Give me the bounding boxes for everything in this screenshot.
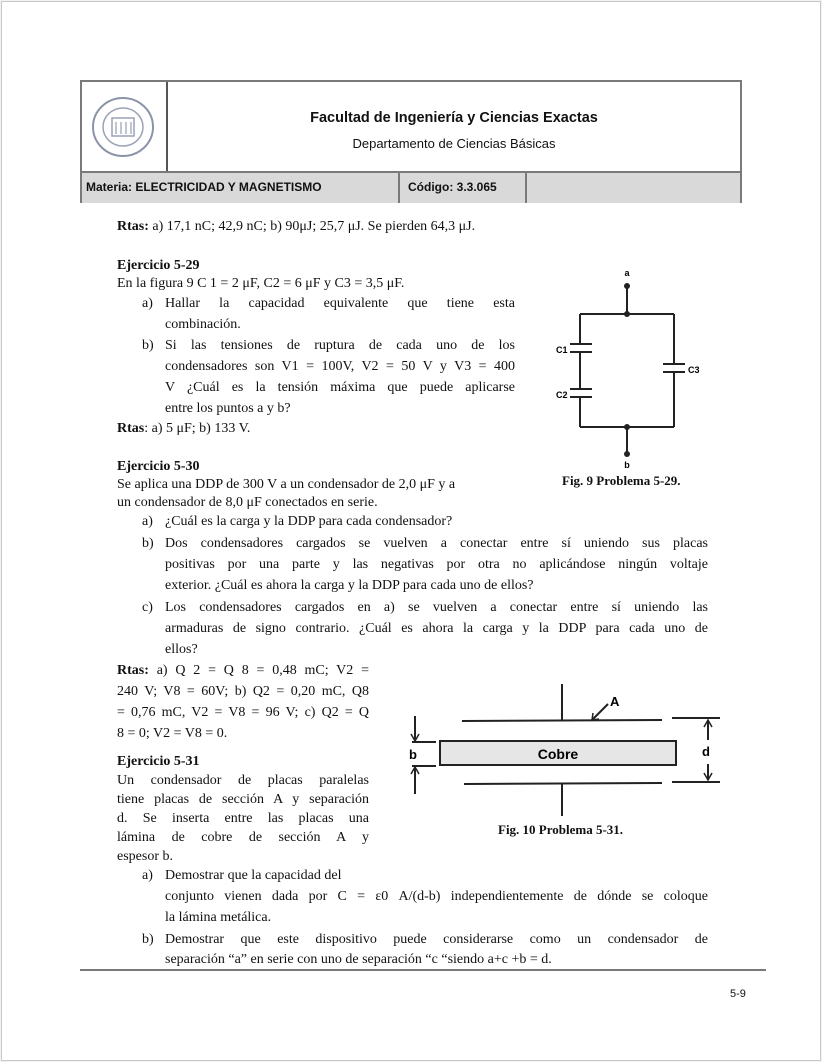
exercise-30-item-b-line: exterior. ¿Cuál es ahora la carga y la DDP para cada uno de ellos? bbox=[165, 578, 534, 593]
title-cell bbox=[168, 82, 740, 171]
exercise-30-item-b-letter: b) bbox=[142, 536, 154, 551]
exercise-30-item-a-letter: a) bbox=[142, 514, 153, 529]
faculty-name: Facultad de Ingeniería y Ciencias Exactas bbox=[310, 110, 598, 126]
exercise-30-title: Ejercicio 5-30 bbox=[117, 459, 200, 474]
exercise-31-intro-line: d. Se inserta entre las placas una bbox=[117, 811, 369, 826]
figure-10-caption: Fig. 10 Problema 5-31. bbox=[498, 822, 624, 837]
document-page bbox=[1, 1, 821, 1061]
figure-10-capacitor-diagram bbox=[400, 684, 730, 816]
exercise-30-intro-line: Se aplica una DDP de 300 V a un condensador de 2,0 μF y a bbox=[117, 477, 456, 492]
exercise-29-intro: En la figura 9 C 1 = 2 μF, C2 = 6 μF y C3 = 3,5 μF. bbox=[117, 276, 405, 291]
exercise-31-intro-line: tiene placas de sección A y separación bbox=[117, 792, 369, 807]
exercise-30-item-a-line: ¿Cuál es la carga y la DDP para cada condensador? bbox=[165, 514, 453, 529]
exercise-31-item-b-line: separación “a” en serie con uno de separación “c “siendo a+c +b = d. bbox=[165, 952, 552, 967]
capacitor-c3-label: C3 bbox=[688, 365, 700, 375]
footer-divider bbox=[80, 969, 766, 971]
university-seal-icon bbox=[90, 96, 156, 158]
subject-code: Código: 3.3.065 bbox=[400, 173, 527, 203]
exercise-30-answer-line: 8 = 0; V2 = V8 = 0. bbox=[117, 726, 228, 741]
exercise-30-item-c-line: ellos? bbox=[165, 642, 198, 657]
exercise-30-answer-line: 240 V; V8 = 60V; b) Q2 = 0,20 mC, Q8 bbox=[117, 684, 369, 699]
exercise-30-item-b-line: positivas por una parte y las negativas por otra no aplicándose ningún voltaje bbox=[165, 557, 708, 572]
exercise-29-item-b-line: Si las tensiones de ruptura de cada uno de los bbox=[165, 338, 515, 353]
separation-label: d bbox=[702, 744, 710, 759]
exercise-30-item-c-letter: c) bbox=[142, 600, 153, 615]
capacitor-c2-label: C2 bbox=[556, 390, 568, 400]
document-header bbox=[80, 80, 742, 203]
exercise-31-title: Ejercicio 5-31 bbox=[117, 754, 200, 769]
exercise-30-item-c-line: armaduras de signo contrario. ¿Cuál es ahora la carga y la DDP para cada uno de bbox=[165, 621, 708, 636]
department-name: Departamento de Ciencias Básicas bbox=[352, 136, 556, 151]
exercise-31-item-a-line: conjunto vienen dada por C = ε0 A/(d-b) independientemente de dónde se coloque bbox=[165, 889, 708, 904]
terminal-a-label: a bbox=[624, 268, 630, 278]
junction-bottom bbox=[624, 424, 630, 430]
exercise-29-item-a-letter: a) bbox=[142, 296, 153, 311]
exercise-31-item-b-line: Demostrar que este dispositivo puede considerarse como un condensador de bbox=[165, 932, 708, 947]
exercise-31-item-a-line: la lámina metálica. bbox=[165, 910, 272, 925]
previous-answer: Rtas: a) 17,1 nC; 42,9 nC; b) 90μJ; 25,7 μJ. Se pierden 64,3 μJ. bbox=[117, 219, 476, 234]
exercise-29-item-b-line: condensadores son V1 = 100V, V2 = 50 V y V3 = 400 bbox=[165, 359, 515, 374]
exercise-31-item-a-letter: a) bbox=[142, 868, 153, 883]
exercise-29-item-a-line: combinación. bbox=[165, 317, 241, 332]
exercise-29-answer: Rtas: a) 5 μF; b) 133 V. bbox=[117, 421, 251, 436]
area-label: A bbox=[610, 694, 620, 709]
exercise-30-answer-line: Rtas: a) Q 2 = Q 8 = 0,48 mC; V2 = bbox=[117, 663, 369, 678]
exercise-30-intro-line: un condensador de 8,0 μF conectados en serie. bbox=[117, 495, 378, 510]
exercise-29-item-a-line: Hallar la capacidad equivalente que tiene esta bbox=[165, 296, 515, 311]
figure-9-caption: Fig. 9 Problema 5-29. bbox=[562, 473, 681, 488]
capacitor-c1-label: C1 bbox=[556, 345, 568, 355]
thickness-label: b bbox=[409, 747, 417, 762]
figure-9-circuit-diagram bbox=[550, 264, 710, 474]
exercise-31-intro-line: espesor b. bbox=[117, 849, 173, 864]
subject-row bbox=[82, 171, 740, 203]
exercise-30-answer-line: = 0,76 mC, V2 = V8 = 96 V; c) Q2 = Q bbox=[117, 705, 369, 720]
exercise-30-item-b-line: Dos condensadores cargados se vuelven a conectar entre sí uniendo sus placas bbox=[165, 536, 708, 551]
exercise-29-item-b-letter: b) bbox=[142, 338, 154, 353]
exercise-29-item-b-line: entre los puntos a y b? bbox=[165, 401, 291, 416]
exercise-31-intro-line: lámina de cobre de sección A y bbox=[117, 830, 369, 845]
subject-label: Materia: ELECTRICIDAD Y MAGNETISMO bbox=[82, 173, 400, 203]
terminal-b-dot bbox=[624, 451, 630, 457]
page-number: 5-9 bbox=[730, 988, 746, 1000]
terminal-b-label: b bbox=[624, 460, 630, 470]
empty-cell bbox=[527, 173, 740, 203]
exercise-31-item-b-letter: b) bbox=[142, 932, 154, 947]
exercise-29-item-b-line: V ¿Cuál es la tensión máxima que puede aplicarse bbox=[165, 380, 515, 395]
exercise-31-item-a-line: Demostrar que la capacidad del bbox=[165, 868, 342, 883]
exercise-30-item-c-line: Los condensadores cargados en a) se vuelven a conectar entre sí uniendo las bbox=[165, 600, 708, 615]
terminal-a-dot bbox=[624, 283, 630, 289]
exercise-29-title: Ejercicio 5-29 bbox=[117, 258, 200, 273]
copper-slab-label: Cobre bbox=[537, 746, 579, 762]
logo-cell bbox=[82, 82, 168, 171]
exercise-31-intro-line: Un condensador de placas paralelas bbox=[117, 773, 369, 788]
junction-top bbox=[624, 311, 630, 317]
